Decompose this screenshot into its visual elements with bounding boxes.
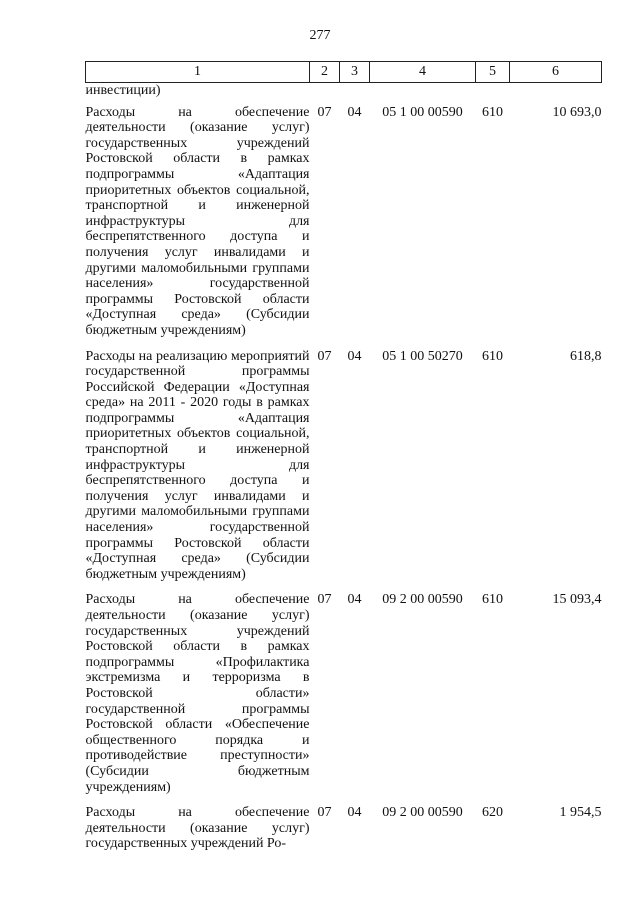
row-description: Расходы на обеспечение деятельности (оказание услуг) государственных учреждений Ростовской области в рамках подпрограммы «Адаптация приоритетных объектов социальной, транспортной и инженерной инфраструктуры для беспрепятственного доступа и получения услуг инвалидами и другими маломобильными группами населения» государственной программы Ростовской области «Доступная среда» (Субсидии бюджетным учреждениям): [85, 104, 310, 338]
header-col-1: 1: [86, 62, 310, 83]
table-header: [86, 62, 602, 83]
row-subsection: 04: [347, 348, 362, 364]
row-target-article: 09 2 00 00590: [382, 805, 463, 821]
table-row: [86, 347, 602, 591]
row-target-article: 05 1 00 00590: [382, 104, 463, 120]
row-section: 07: [317, 805, 332, 821]
page-number: 277: [309, 28, 331, 43]
row-section: 07: [317, 104, 332, 120]
row-expense-type: 610: [482, 592, 503, 608]
row-target-article: 05 1 00 50270: [382, 348, 463, 364]
row-description: Расходы на обеспечение деятельности (оказание услуг) государственных учреждений Ростовской области в рамках подпрограммы «Профилактика экстремизма и терроризма в Ростовской области» государственной программы Ростовской области «Обеспечение общественного порядка и противодействие преступности» (Субсидии бюджетным учреждениям): [85, 592, 310, 795]
row-description: Расходы на обеспечение деятельности (оказание услуг) государственных учреждений Ро-: [85, 805, 310, 852]
header-col-6: 6: [510, 62, 602, 83]
header-col-3: 3: [340, 62, 370, 83]
table-row: [86, 590, 602, 803]
table-body: [86, 83, 602, 852]
continuation-row: [86, 83, 602, 103]
row-expense-type: 620: [482, 805, 503, 821]
row-amount: 1 954,5: [559, 805, 602, 821]
row-target-article: 09 2 00 00590: [382, 592, 463, 608]
row-expense-type: 610: [482, 348, 503, 364]
row-amount: 15 093,4: [552, 592, 602, 608]
continuation-text: инвестиции): [85, 83, 161, 98]
row-amount: 10 693,0: [552, 104, 602, 120]
row-description: Расходы на реализацию мероприятий государственной программы Российской Федерации «Доступная среда» на 2011 - 2020 годы в рамках подпрограммы «Адаптация приоритетных объектов социальной, транспортной и инженерной инфраструктуры для беспрепятственного доступа и получения услуг инвалидами и другими маломобильными группами населения» государственной программы Ростовской области «Доступная среда» (Субсидии бюджетным учреждениям): [85, 348, 310, 582]
row-amount: 618,8: [570, 348, 602, 364]
header-col-5: 5: [476, 62, 510, 83]
row-expense-type: 610: [482, 104, 503, 120]
table-row: [86, 803, 602, 852]
row-section: 07: [317, 592, 332, 608]
row-subsection: 04: [347, 104, 362, 120]
budget-table: [85, 61, 602, 852]
row-subsection: 04: [347, 805, 362, 821]
table-row: [86, 103, 602, 347]
row-subsection: 04: [347, 592, 362, 608]
header-row: [86, 62, 602, 83]
header-col-2: 2: [310, 62, 340, 83]
row-section: 07: [317, 348, 332, 364]
header-col-4: 4: [370, 62, 476, 83]
